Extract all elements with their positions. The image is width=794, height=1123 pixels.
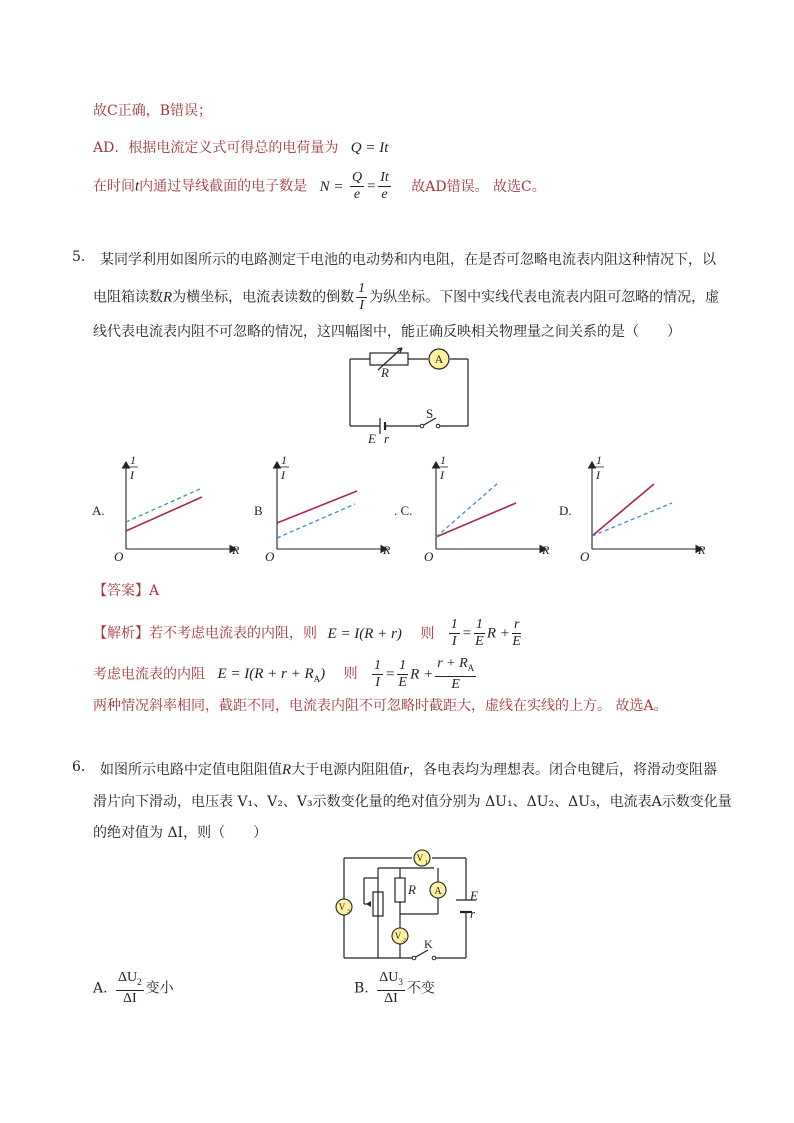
origin-label: O (114, 549, 124, 564)
charge-equation: Q = It (350, 140, 389, 156)
rheostat-label: R (381, 365, 389, 380)
svg-text:2: 2 (403, 938, 406, 944)
q6-line1-c: ，各电表均为理想表。闭合电键后，将滑动变阻器 (409, 762, 718, 778)
q6-option-a[interactable] (93, 970, 174, 1007)
option-label: B. (354, 980, 369, 997)
frac-den: I (375, 674, 380, 690)
option-text: 变小 (145, 980, 174, 997)
fraction-it-over-e (378, 170, 391, 203)
then-word: 则 (343, 666, 358, 683)
prev-line3-pre: 在时间 (93, 178, 135, 195)
frac-num: 1 (374, 657, 382, 673)
x-label: R (698, 543, 706, 557)
resistor-label: R (408, 882, 416, 897)
prev-solution-line1: 故C正确，B错误； (93, 103, 212, 119)
ammeter-label: A (434, 352, 444, 366)
q5-line2-b: 为横坐标，电流表读数的倒数 (172, 289, 355, 306)
v1-label: V (416, 853, 424, 863)
solid-line (277, 491, 357, 523)
prev-solution-line2 (93, 137, 388, 157)
y-label-den: I (440, 468, 444, 482)
q6-option-b[interactable] (354, 970, 435, 1007)
internal-resistance-symbol: r (403, 762, 410, 778)
q5-line1: 某同学利用如图所示的电路测定干电池的电动势和内电阻，在是否可忽略电流表内阻这种情况下，以 (100, 252, 716, 268)
subscript: 3 (398, 976, 403, 987)
equation-with-ammeter-resistance: E = I(R + r + R (217, 666, 314, 683)
q5-line2-a: 电阻箱读数 (93, 289, 163, 306)
q5-option-b-label[interactable]: B (254, 503, 263, 518)
solid-line (436, 503, 516, 537)
equation-no-ammeter-resistance: E = I(R + r) (327, 625, 402, 642)
subscript: A (467, 662, 475, 673)
reciprocal-current (356, 281, 367, 314)
x-label: R (383, 543, 391, 557)
q6-line2: 滑片向下滑动，电压表 V₁、V₂、V₃示数变化量的绝对值分别为 ΔU₁、ΔU₂、ΔU₃，电流表A示数变化量 (93, 794, 732, 810)
q5-conclusion: 两种情况斜率相同，截距不同，电流表内阻不可忽略时截距大，虚线在实线的上方。 故选A。 (93, 698, 668, 714)
q6-line3: 的绝对值为 ΔI，则（ ） (93, 825, 268, 841)
q5-circuit-diagram (340, 344, 480, 449)
switch-label: S (426, 406, 434, 421)
r-term: R + (486, 625, 510, 642)
frac-den: E (512, 634, 521, 649)
frac-num: 1 (358, 281, 366, 296)
analysis-text-2: 考虑电流表的内阻 (93, 666, 205, 683)
prev-solution-line3: 在时间t内通过导线截面的电子数是 N = $\frac{Q}{e}$ = $\frac{It}{e}$ 故AD错误。 故选C。 (93, 170, 546, 202)
y-label-num: 1 (130, 453, 136, 467)
graph-option-c (424, 453, 550, 564)
analysis-label: 【解析】 (93, 625, 149, 642)
origin-label: O (265, 549, 275, 564)
question-5-number: 5. (72, 249, 86, 265)
frac-den: E (398, 674, 407, 690)
svg-text:1: 1 (425, 860, 428, 866)
frac-den: ΔI (384, 990, 398, 1006)
q6-line1-a: 如图所示电路中定值电阻阻值 (100, 762, 282, 778)
dashed-line (277, 504, 355, 538)
svg-text:3: 3 (347, 909, 350, 915)
origin-label: O (424, 549, 434, 564)
frac-num: It (380, 170, 389, 185)
v3-label: V (338, 902, 346, 912)
q5-line3: 线代表电流表内阻不可忽略的情况，这四幅图中，能正确反映相关物理量之间关系的是（ ） (93, 324, 681, 340)
switch-label: K (424, 937, 433, 951)
frac-den: e (381, 187, 388, 202)
answer-label: 【答案】 (93, 583, 149, 599)
resistance-symbol: R (282, 762, 292, 778)
electron-count-symbol: N = (319, 178, 344, 195)
option-text: 不变 (406, 980, 435, 997)
answer-value: A (149, 583, 160, 599)
q5-analysis-line2 (93, 656, 478, 693)
q6-line1-b: 大于电源内阻阻值 (291, 762, 404, 778)
frac-den: e (353, 187, 361, 202)
x-label: R (542, 543, 550, 557)
solid-line (126, 497, 202, 531)
q5-line2-c: 为纵坐标。下图中实线代表电流表内阻可忽略的情况，虚 (369, 289, 720, 306)
internal-resistance-label: r (470, 906, 476, 921)
graph-option-b (265, 453, 391, 564)
frac-num: 1 (475, 617, 483, 632)
emf-label: E (470, 888, 478, 903)
fraction-q-over-e (350, 170, 364, 203)
frac-den: E (475, 634, 484, 649)
y-label-den: I (281, 468, 285, 482)
q6-line1 (100, 759, 717, 779)
y-label-den: I (130, 468, 134, 482)
v2-label: V (394, 931, 402, 941)
frac-den: ΔI (122, 990, 137, 1006)
equals-sign: = (385, 666, 396, 683)
frac-num: r (513, 617, 520, 632)
prev-line2-text: AD．根据电流定义式可得总的电荷量为 (93, 140, 339, 156)
frac-den: E (451, 676, 460, 692)
frac-den: I (451, 634, 457, 649)
y-label-num: 1 (596, 453, 602, 467)
frac-num: ΔU (379, 970, 399, 985)
q5-answer (93, 580, 159, 600)
subscript: 2 (137, 976, 142, 987)
prev-line3-mid: 内通过导线截面的电子数是 (139, 178, 308, 195)
q5-option-a-label[interactable]: A. (92, 503, 105, 518)
prev-line3-post: 故AD错误。 故选C。 (411, 178, 546, 195)
internal-resistance-label: r (384, 431, 390, 446)
close-paren: ) (320, 666, 326, 683)
resistance-symbol: R (163, 289, 173, 306)
frac-num: 1 (450, 617, 458, 632)
y-label-num: 1 (281, 453, 287, 467)
question-6-number: 6. (72, 759, 86, 775)
graph-option-a (114, 453, 240, 564)
solid-line (592, 484, 654, 536)
r-term: R + (410, 666, 434, 683)
emf-label: E (368, 431, 376, 446)
x-label: R (232, 543, 240, 557)
option-label: A. (93, 980, 108, 997)
q5-option-c-label[interactable]: . C. (394, 503, 413, 518)
ammeter-label: A (434, 886, 442, 897)
frac-den: I (359, 298, 364, 313)
y-label-den: I (596, 468, 600, 482)
frac-num: r + R (437, 656, 468, 671)
dashed-line (436, 483, 498, 537)
frac-num: Q (351, 170, 363, 185)
y-label-num: 1 (440, 453, 446, 467)
q5-option-d-label[interactable]: D. (559, 503, 572, 518)
time-symbol: t (135, 178, 140, 195)
q5-analysis-line1 (93, 617, 523, 650)
dashed-line (126, 488, 202, 522)
q5-line2 (93, 281, 719, 314)
analysis-text-1: 若不考虑电流表的内阻，则 (149, 625, 317, 642)
origin-label: O (580, 549, 590, 564)
graph-option-d (580, 453, 706, 564)
rheostat-resistor (370, 353, 408, 365)
then-word: 则 (420, 625, 435, 642)
subscript: A (313, 674, 321, 685)
dashed-line (592, 503, 672, 536)
equals-sign: = (461, 625, 472, 642)
frac-num: ΔU (118, 970, 138, 985)
frac-num: 1 (399, 657, 407, 673)
q6-circuit-diagram (304, 848, 498, 963)
